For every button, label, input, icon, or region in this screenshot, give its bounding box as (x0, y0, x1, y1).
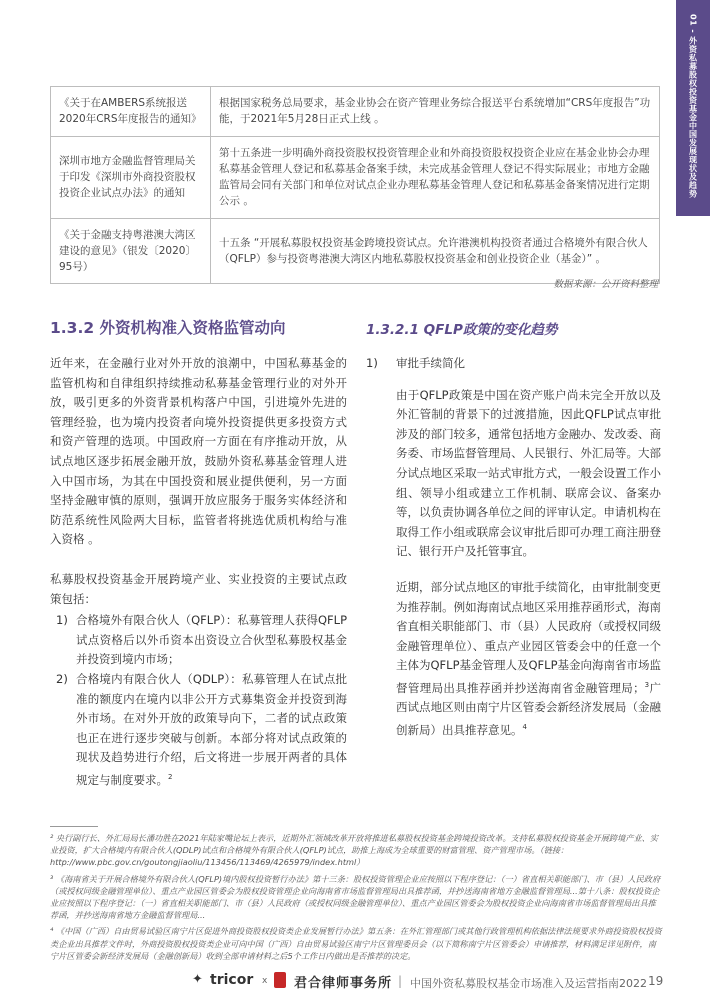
item-heading (366, 354, 661, 374)
list-number: 1) (56, 613, 68, 628)
law-firm-seal-icon (274, 972, 286, 988)
policy-list (50, 611, 347, 790)
logo-separator: x (262, 976, 268, 986)
table-row (51, 87, 660, 137)
footnotes (50, 832, 662, 966)
regulation-table (50, 86, 660, 284)
list-text: 合格境外有限合伙人（QFLP）：私募管理人获得QFLP试点资格后以外币资本出资设立合伙型私募股权基金并投资到境内市场； (76, 613, 347, 667)
paragraph-wrap (366, 578, 661, 740)
tricor-mark-icon: ✦ (192, 972, 203, 987)
list-item (50, 670, 347, 790)
law-firm-logo: 君合律师事务所 (294, 976, 393, 991)
paragraph: 私募股权投资基金开展跨境产业、实业投资的主要试点政策包括： (50, 571, 347, 606)
item-number: 1) (366, 356, 378, 370)
paragraph: 近年来，在金融行业对外开放的浪潮中，中国私募基金的监管机构和自律组织持续推动私募基金管理行业的对外开放，吸引更多的外资背景机构落户中国，引进境外先进的管理经验，也为境内投资者向境外投资提供更多投资方式和资产管理的选项。中国政府一方面在有序推动开放，从试点地区逐步拓展金融开放，鼓励外资私募基金管理人进入中国市场，为其在中国投资和展业提供便利，另一方面坚持金融审慎的原则，强调开放应服务于服务实体经济和防范系统性风险两大目标，监管者将挑选优质机构给与准入资格 。 (50, 356, 347, 547)
footnote: ³ 《海南省关于开展合格境外有限合伙人(QFLP)境内股权投资暂行办法》第十三条：股权投资管理企业应按照以下程序登记：（一）省直相关职能部门、市（县）人民政府（或授权同级金融管理单位）、重点产业园区管委会为股权投资管理企业向海南省市场监督管理局出具推荐函，并抄送海南省地方金融监督管理局...第十八条：股权投资企业应按照以下程序登记：（一）省直相关职能部门、市（县）人民政府（或授权同级金融管理单位）、重点产业园区管委会为股权投资企业向海南省市场监督管理局出具推荐函，并抄送海南省地方金融监督管理局... (50, 873, 661, 921)
regulation-content: 根据国家税务总局要求，基金业协会在资产管理业务综合报送平台系统增加“CRS年度报告”功能，于2021年5月28日正式上线 。 (211, 87, 660, 137)
footnote-ref: 2 (168, 772, 173, 781)
footnote-ref: 4 (522, 722, 527, 731)
footnote: ⁴ 《中国（广西）自由贸易试验区南宁片区促进外商投资股权投资类企业发展暂行办法》第五条：在外汇管理部门或其他行政管理机构依据法律法规要求外商投资股权投资类企业出具推荐文件时，外商投资股权投资类企业可向中国（广西）自由贸易试验区南宁片区管理委员会（以下简称南宁片区管委会）申请推荐，材料满足详见附件，南宁片区管委会新经济发展局（金融创新局）收到全部申请材料之后5个工作日内做出是否推荐的决定。 (50, 926, 662, 961)
paragraph: 近期，部分试点地区的审批手续简化，由审批制变更为推荐制。例如海南试点地区采用推荐函形式，海南省直相关职能部门、市（县）人民政府（或授权同级金融管理单位）、重点产业园区管委会中的任意一个主体为QFLP基金管理人及QFLP基金向海南省市场监督管理局出具推荐函并抄送海南省金融管理局； (396, 579, 662, 695)
table-row (51, 136, 660, 218)
regulation-name: 《关于金融支持粤港澳大湾区建设的意见》（银发〔2020〕95号） (51, 218, 211, 284)
list-item (50, 611, 347, 670)
right-column (366, 354, 661, 756)
footnote-divider (50, 826, 98, 827)
chapter-side-tab-label: 01 - 外资私募股权投资基金中国发展现状及趋势 (688, 14, 698, 199)
regulation-name: 深圳市地方金融监督管理局关于印发《深圳市外商投资股权投资企业试点办法》的通知 (51, 136, 211, 218)
regulation-content: 第十五条进一步明确外商投资股权投资管理企业和外商投资股权投资企业应在基金业协会办理私募基金管理人登记和私募基金备案手续，未完成基金管理人登记不得实际展业；市地方金融监管局会同有关部门和单位对试点企业办理私募基金管理人登记和私募基金备案情况进行定期公示 。 (211, 136, 660, 218)
list-number: 2) (56, 671, 68, 686)
footer-divider: | (398, 974, 403, 988)
table-source-note: 数据来源：公开资料整理 (553, 279, 658, 290)
paragraph: 由于QFLP政策是中国在资产账户尚未完全开放以及外汇管制的背景下的过渡措施，因此QFLP试点审批涉及的部门较多，通常包括地方金融办、发改委、商务委、市场监督管理局、人民银行、外汇局等。大部分试点地区采取一站式审批方式，一般会设置工作小组、领导小组或建立工作机制、联席会议、备案办等，以负责协调各单位之间的评审认定。申请机构在取得工作小组或联席会议审批后即可办理工商注册登记、银行开户及托管事宜。 (396, 387, 661, 559)
left-column (50, 354, 347, 790)
regulation-name: 《关于在AMBERS系统报送2020年CRS年度报告的通知》 (51, 87, 211, 137)
list-text: 合格境内有限合伙人（QDLP）：私募管理人在试点批准的额度内在境内以非公开方式募集资金并投资到海外市场。在对外开放的政策导向下，二者的试点政策也正在进行逐步突破与创新。本部分将对试点政策的现状及趋势进行介绍，后文将进一步展开两者的具体规定与制度要求。 (76, 671, 347, 787)
section-title: 1.3.2 外资机构准入资格监管动向 (50, 319, 286, 337)
item-title: 审批手续简化 (396, 356, 465, 370)
subsection-title: 1.3.2.1 QFLP政策的变化趋势 (366, 322, 558, 338)
chapter-side-tab (676, 0, 710, 216)
page-number: 19 (648, 974, 664, 988)
tricor-logo: tricor (210, 972, 254, 988)
footnote: ² 央行副行长、外汇局局长潘功胜在2021年陆家嘴论坛上表示，近期外汇领域改革开放将推进私募股权投资基金跨境投资改革。支持私募股权投资基金开展跨境产业、实业投资，扩大合格境内有限合伙人(QDLP)试点和合格境外有限合伙人(QFLP)试点，助推上海成为全球重要的财富管理、资产管理市场。（链接：http://www.pbc.gov.cn/goutongjiaoliu/113456/113469/4265979/index.html） (50, 833, 659, 868)
footnote-ref: 3 (644, 680, 650, 689)
regulation-content: 十五条 “开展私募股权投资基金跨境投资试点。允许港澳机构投资者通过合格境外有限合伙人（QFLP）参与投资粤港澳大湾区内地私募股权投资基金和创业投资企业（基金）” 。 (211, 218, 660, 284)
paragraph: 广西试点地区则由南宁片区管委会新经济发展局（金融创新局）出具推荐意见。 (396, 680, 661, 737)
table-row (51, 218, 660, 284)
footer-title: 中国外资私募股权基金市场准入及运营指南2022 (410, 977, 647, 990)
list-text-wrap (76, 670, 347, 790)
page-footer (0, 970, 710, 994)
